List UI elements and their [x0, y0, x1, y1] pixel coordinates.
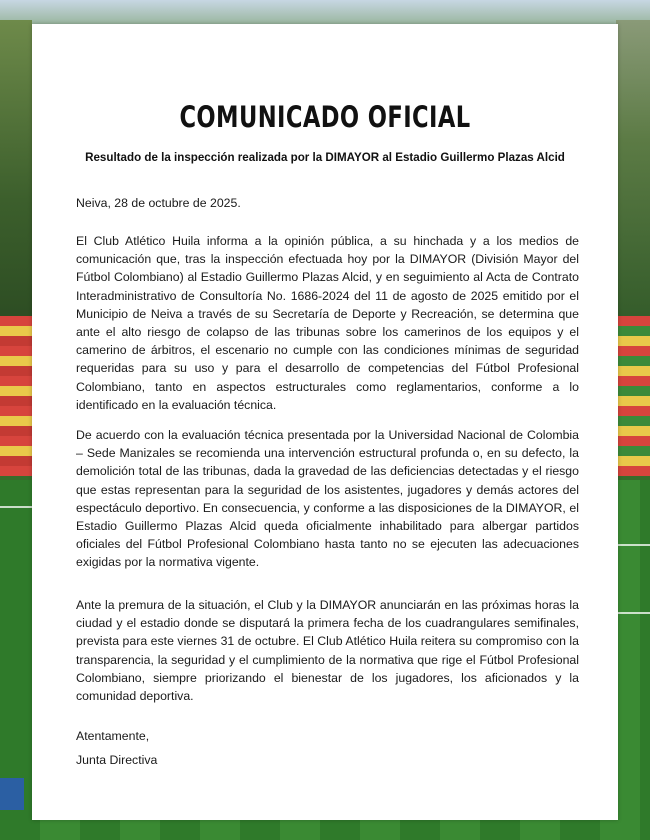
pitch-line-right — [616, 544, 650, 546]
hillside-left — [0, 20, 32, 320]
paragraph-3: Ante la premura de la situación, el Club y la DIMAYOR anunciarán en las próximas horas la ciudad y el estadio donde se disputará la primera fecha de los cuadrangulares semifinales, prevista para este viernes 31 de octubre. El Club Atlético Huila reitera su compromiso con la transparencia, la seguridad y el cumplimiento de la normativa que rige el Fútbol Profesional Colombiano, siempre priorizando el bienestar de los jugadores, los aficionados y la comunidad deportiva. — [76, 598, 579, 704]
hillside-right — [616, 20, 650, 320]
pitch-line-right-2 — [616, 612, 650, 614]
stand-left — [0, 316, 32, 476]
pitch-line-left — [0, 506, 32, 508]
billboard — [0, 778, 24, 810]
paragraph-2: De acuerdo con la evaluación técnica presentada por la Universidad Nacional de Colombia – Sede Manizales se recomienda una intervención estructural profunda o, en su defecto, la demolición total de las tribunas, dada la gravedad de las deficiencias detectadas y el riesgo que estas representan para la seguridad de los asistentes, jugadores y demás actores del espectáculo deportivo. En consecuencia, y conforme a las disposiciones de la DIMAYOR, el Estadio Guillermo Plazas Alcid queda oficialmente inhabilitado para albergar partidos oficiales del Fútbol Profesional Colombiano hasta tanto no se ejecuten las adecuaciones exigidas por la normativa vigente. — [76, 428, 579, 570]
signature: Junta Directiva — [76, 753, 158, 767]
statement-paper — [32, 24, 618, 820]
closing: Atentamente, — [76, 729, 150, 743]
document-subtitle: Resultado de la inspección realizada por la DIMAYOR al Estadio Guillermo Plazas Alcid — [85, 151, 565, 164]
paragraph-1: El Club Atlético Huila informa a la opinión pública, a su hinchada y a los medios de comunicación que, tras la inspección efectuada hoy por la DIMAYOR (División Mayor del Fútbol Colombiano) al Estadio Guillermo Plazas Alcid, y en seguimiento al Acta de Contrato Interadministrativo de Consultoría No. 1686-2024 del 11 de agosto de 2025 emitido por el Municipio de Neiva a través de su Secretaría de Deporte y Recreación, se determina que ante el alto riesgo de colapso de las tribunas sobre los camerinos de los equipos y el camerino de árbitros, el escenario no cumple con las condiciones mínimas de seguridad requeridas para su uso y para el desarrollo de competencias del Fútbol Profesional Colombiano, tanto en aspectos estructurales como reglamentarios, conforme a lo identificado en la evaluación técnica. — [76, 234, 579, 412]
date-line: Neiva, 28 de octubre de 2025. — [76, 196, 241, 210]
stand-right — [616, 316, 650, 476]
document-title: COMUNICADO OFICIAL — [179, 100, 471, 134]
